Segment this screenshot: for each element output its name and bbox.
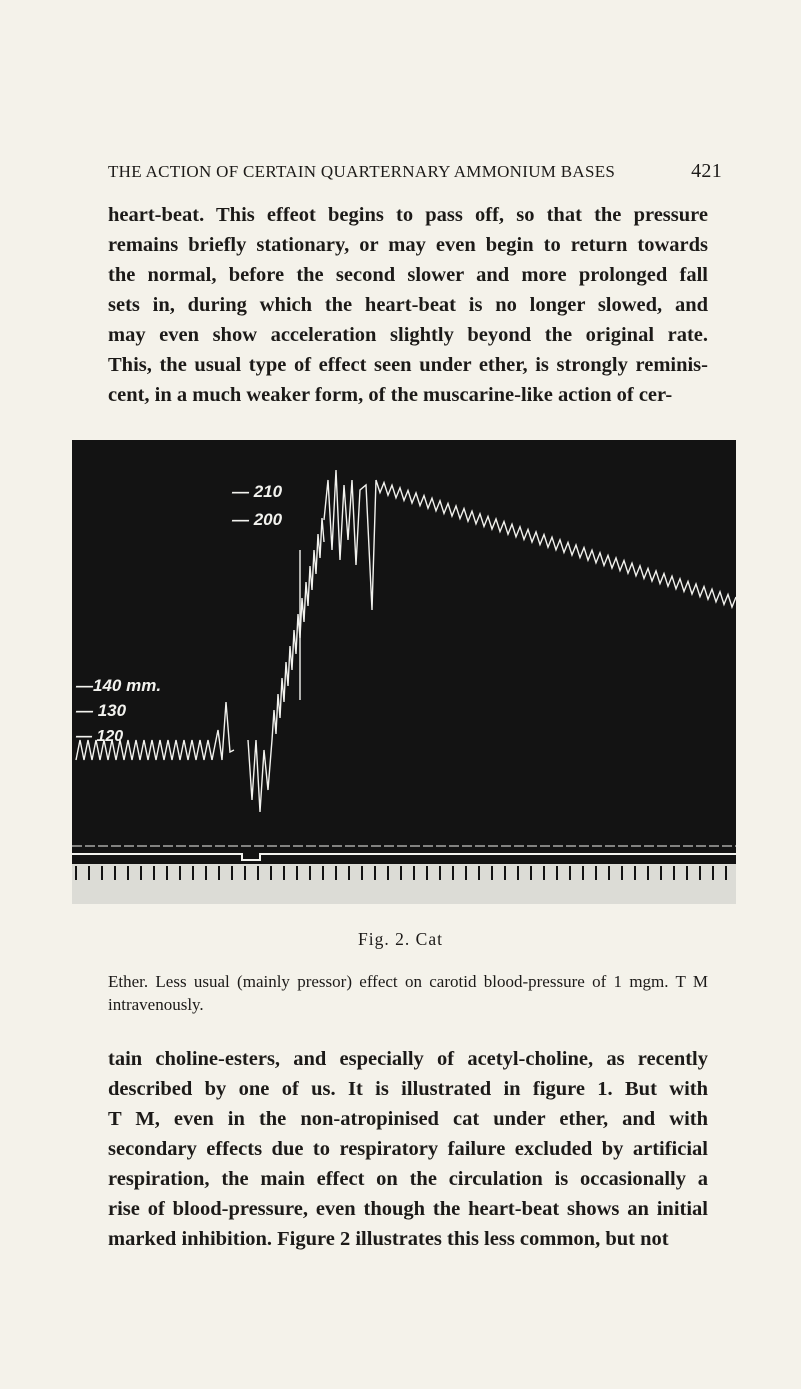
trace-segment <box>212 702 234 760</box>
label-140: —140 mm. <box>76 676 162 695</box>
trace-segment <box>248 740 272 812</box>
paragraph-line: marked inhibition. Figure 2 illustrates this less common, but not <box>108 1228 669 1250</box>
trace-segment <box>376 480 736 607</box>
paragraph-bottom <box>108 1044 708 1254</box>
tracing-svg <box>72 440 736 904</box>
label-200: — 200 <box>232 510 283 529</box>
paragraph-line: the normal, before the second slower and more prolonged fall <box>108 264 708 286</box>
paragraph-line: T M, even in the non-atropinised cat under ether, and with <box>108 1108 708 1130</box>
paragraph-line: respiration, the main effect on the circulation is occasionally a <box>108 1168 708 1190</box>
paragraph-line: cent, in a much weaker form, of the muscarine-like action of cer- <box>108 384 673 406</box>
blood-pressure-tracing <box>72 440 736 904</box>
trace-segment <box>324 470 376 610</box>
paragraph-line: secondary effects due to respiratory failure excluded by artificial <box>108 1138 708 1160</box>
paragraph-top <box>108 200 708 410</box>
paragraph-line: rise of blood-pressure, even though the heart-beat shows an initial <box>108 1198 708 1220</box>
paragraph-line: heart-beat. This effeot begins to pass off, so that the pressure <box>108 204 708 226</box>
label-130: — 130 <box>76 701 127 720</box>
paragraph-line: This, the usual type of effect seen under ether, is strongly reminis- <box>108 354 708 376</box>
running-head <box>108 160 722 182</box>
paragraph-line: may even show acceleration slightly beyond the original rate. <box>108 324 708 346</box>
injection-signal <box>72 854 736 860</box>
running-head-title: THE ACTION OF CERTAIN QUARTERNARY AMMONIUM BASES <box>108 162 616 181</box>
pressure-trace <box>76 470 736 812</box>
figure-caption-title: Fig. 2. Cat <box>358 929 443 949</box>
trace-segment <box>272 518 324 740</box>
label-210: — 210 <box>232 482 283 501</box>
time-marker-band <box>72 864 736 904</box>
trace-segment <box>76 740 212 760</box>
paragraph-line: remains briefly stationary, or may even begin to return towards <box>108 234 708 256</box>
label-120: — 120 <box>76 728 124 745</box>
paragraph-line: described by one of us. It is illustrated in figure 1. But with <box>108 1078 708 1100</box>
paragraph-line: sets in, during which the heart-beat is no longer slowed, and <box>108 294 708 316</box>
figure-caption-text: Ether. Less usual (mainly pressor) effect on carotid blood-pressure of 1 mgm. T M intravenously. <box>108 972 708 1014</box>
page-number: 421 <box>691 160 722 182</box>
paragraph-line: tain choline-esters, and especially of acetyl-choline, as recently <box>108 1048 708 1070</box>
